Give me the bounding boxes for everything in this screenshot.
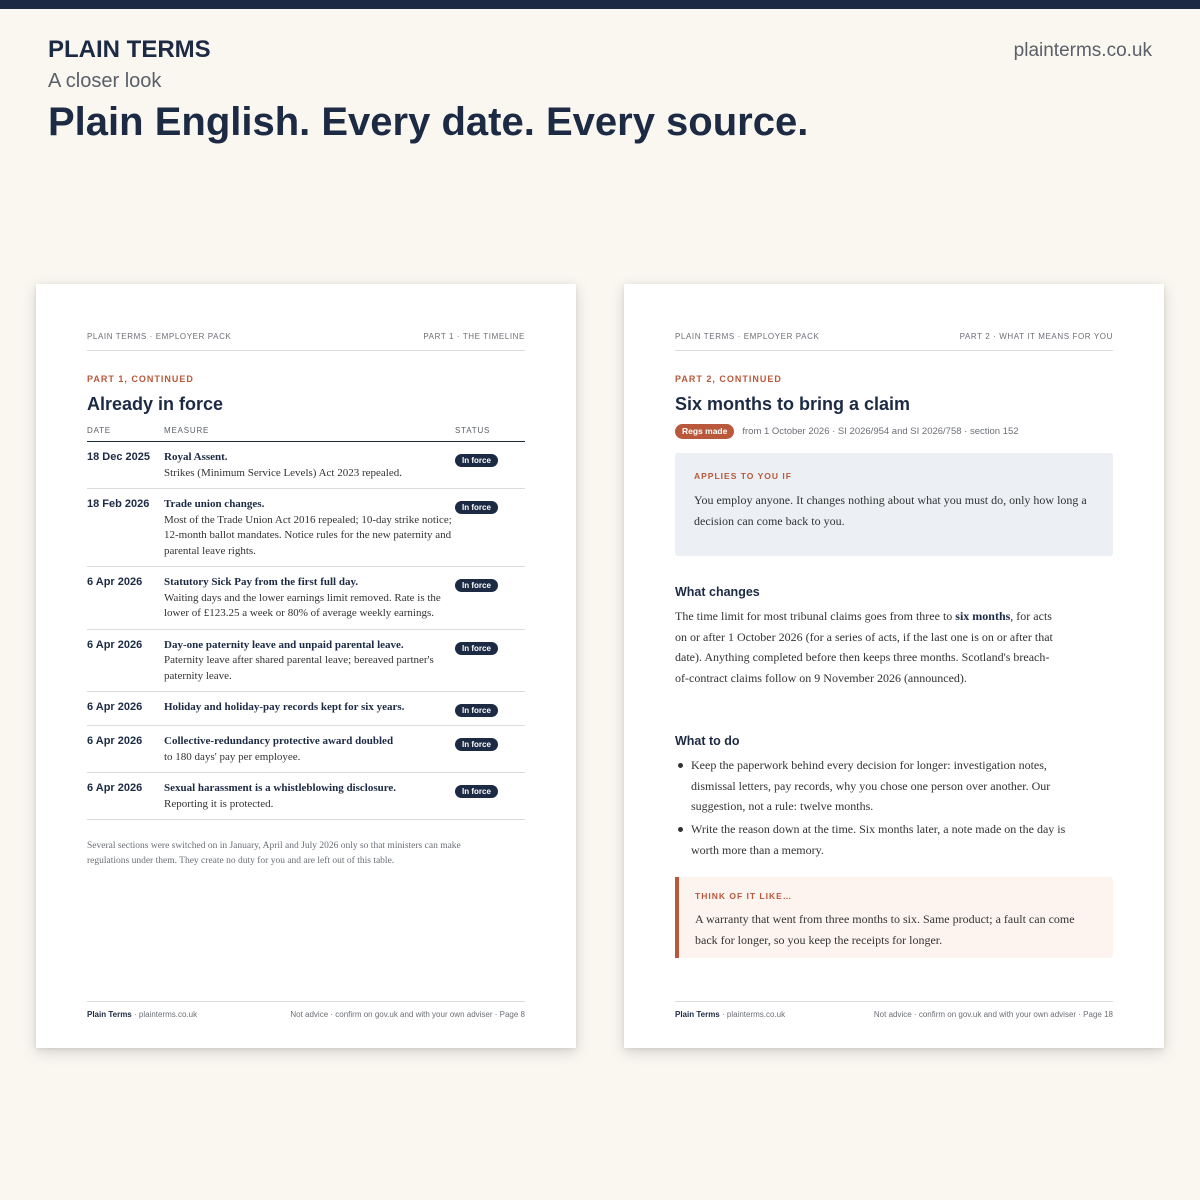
footer-brand: Plain Terms (675, 1010, 720, 1019)
analogy-label: THINK OF IT LIKE… (695, 891, 793, 901)
section-title: Already in force (87, 394, 224, 414)
brand-subtitle: A closer look (48, 70, 162, 92)
page-footer (675, 1001, 1113, 1019)
measure-description: Most of the Trade Union Act 2016 repealed; 10-day strike notice; 12-month ballot mandates. Notice rules for the new paternity and parental leave rights. (164, 513, 452, 557)
applies-text: You employ anyone. It changes nothing about what you must do, only how long a decision can come back to you. (694, 493, 1087, 528)
row-status (455, 734, 525, 765)
status-badge: In force (455, 579, 498, 592)
row-status (455, 575, 525, 622)
status-badge: In force (455, 454, 498, 467)
what-to-do-list (675, 755, 1070, 863)
status-meta (675, 424, 1019, 439)
measure-title: Holiday and holiday-pay records kept for six years. (164, 701, 405, 713)
changes-text-pre: The time limit for most tribunal claims goes from three to (675, 609, 956, 623)
section-title: Six months to bring a claim (675, 394, 911, 414)
status-meta-text: from 1 October 2026 · SI 2026/954 and SI 2026/758 · section 152 (742, 426, 1019, 437)
changes-text-bold: six months (955, 609, 1011, 623)
status-badge: Regs made (675, 424, 734, 439)
what-to-do-heading: What to do (675, 734, 740, 748)
row-measure (164, 781, 455, 812)
analogy-callout (675, 877, 1113, 958)
running-header-right: PART 1 · THE TIMELINE (423, 332, 525, 341)
footer-left (87, 1010, 197, 1019)
page-footer (87, 1001, 525, 1019)
status-badge: In force (455, 738, 498, 751)
section-kicker: PART 1, CONTINUED (87, 374, 194, 384)
measure-title: Collective-redundancy protective award doubled (164, 735, 394, 747)
applies-label: APPLIES TO YOU IF (694, 471, 792, 481)
footer-left (675, 1010, 785, 1019)
table-row (87, 630, 525, 693)
footer-right: Not advice · confirm on gov.uk and with your own adviser · Page 18 (873, 1010, 1113, 1019)
row-measure (164, 497, 455, 559)
column-header-status: STATUS (455, 426, 491, 435)
brand-name: PLAIN TERMS (48, 36, 211, 63)
document-page-8 (36, 284, 576, 1048)
row-date: 6 Apr 2026 (87, 782, 143, 794)
row-measure (164, 450, 455, 481)
row-date: 18 Dec 2025 (87, 451, 150, 463)
table-footnote: Several sections were switched on in January, April and July 2026 only so that ministers can make regulations under them. They create no duty for you and are left out of this table. (87, 841, 461, 866)
timeline-table (87, 426, 525, 820)
row-status (455, 638, 525, 685)
running-header (87, 332, 525, 351)
row-date: 6 Apr 2026 (87, 701, 143, 713)
row-date: 6 Apr 2026 (87, 735, 143, 747)
what-changes-heading: What changes (675, 585, 760, 599)
row-measure (164, 638, 455, 685)
status-badge: In force (455, 501, 498, 514)
measure-title: Day-one paternity leave and unpaid parental leave. (164, 638, 404, 651)
row-status (455, 700, 525, 718)
row-date: 6 Apr 2026 (87, 576, 143, 588)
footer-site: · plainterms.co.uk (131, 1010, 198, 1019)
measure-description: Reporting it is protected. (164, 797, 274, 810)
measure-description: Strikes (Minimum Service Levels) Act 2023 repealed. (164, 466, 402, 479)
section-kicker: PART 2, CONTINUED (675, 374, 782, 384)
status-badge: In force (455, 785, 498, 798)
table-body (87, 442, 525, 820)
page-headline: Plain English. Every date. Every source. (48, 100, 809, 144)
table-row (87, 567, 525, 630)
document-page-18 (624, 284, 1164, 1048)
footer-site: · plainterms.co.uk (719, 1010, 786, 1019)
list-item: Keep the paperwork behind every decision for longer: investigation notes, dismissal letters, pay records, why you chose one person over another. Our suggestion, not a rule: twelve months. (675, 755, 1070, 817)
row-date: 18 Feb 2026 (87, 498, 150, 510)
table-row (87, 692, 525, 726)
table-row (87, 489, 525, 567)
measure-title: Royal Assent. (164, 451, 228, 463)
column-header-measure: MEASURE (164, 426, 210, 435)
column-header-date: DATE (87, 426, 111, 435)
measure-title: Trade union changes. (164, 498, 265, 510)
row-status (455, 781, 525, 812)
row-status (455, 497, 525, 559)
table-row (87, 726, 525, 773)
changes-text-post: , for acts on or after 1 October 2026 (for a series of acts, if the last one is on or after that date). Anything completed before then keeps three months. Scotland's breach-of-contract claims follow on 9 November 2026 (announced). (675, 609, 1053, 686)
row-date: 6 Apr 2026 (87, 638, 143, 651)
row-measure (164, 734, 455, 765)
footer-right: Not advice · confirm on gov.uk and with your own adviser · Page 8 (290, 1010, 525, 1019)
status-badge: In force (455, 642, 498, 655)
table-row (87, 442, 525, 489)
running-header-left: PLAIN TERMS · EMPLOYER PACK (675, 332, 820, 341)
table-header (87, 426, 525, 442)
what-changes-paragraph (675, 606, 1060, 689)
row-status (455, 450, 525, 481)
measure-description: Paternity leave after shared parental leave; bereaved partner's paternity leave. (164, 654, 434, 682)
running-header-left: PLAIN TERMS · EMPLOYER PACK (87, 332, 232, 341)
footer-brand: Plain Terms (87, 1010, 132, 1019)
site-url[interactable]: plainterms.co.uk (1013, 40, 1152, 61)
running-header (675, 332, 1113, 351)
measure-description: to 180 days' pay per employee. (164, 750, 301, 763)
measure-title: Sexual harassment is a whistleblowing disclosure. (164, 782, 397, 794)
row-measure (164, 700, 455, 718)
measure-description: Waiting days and the lower earnings limit removed. Rate is the lower of £123.25 a week or 80% of average weekly earnings. (164, 591, 441, 619)
list-item: Write the reason down at the time. Six months later, a note made on the day is worth more than a memory. (675, 819, 1070, 860)
analogy-text: A warranty that went from three months to six. Same product; a fault can come back for longer, so you keep the receipts for longer. (695, 912, 1075, 947)
applies-callout (675, 453, 1113, 556)
running-header-right: PART 2 · WHAT IT MEANS FOR YOU (959, 332, 1113, 341)
top-accent-bar (0, 0, 1200, 9)
row-measure (164, 575, 455, 622)
table-row (87, 773, 525, 820)
status-badge: In force (455, 704, 498, 717)
measure-title: Statutory Sick Pay from the first full day. (164, 576, 359, 588)
